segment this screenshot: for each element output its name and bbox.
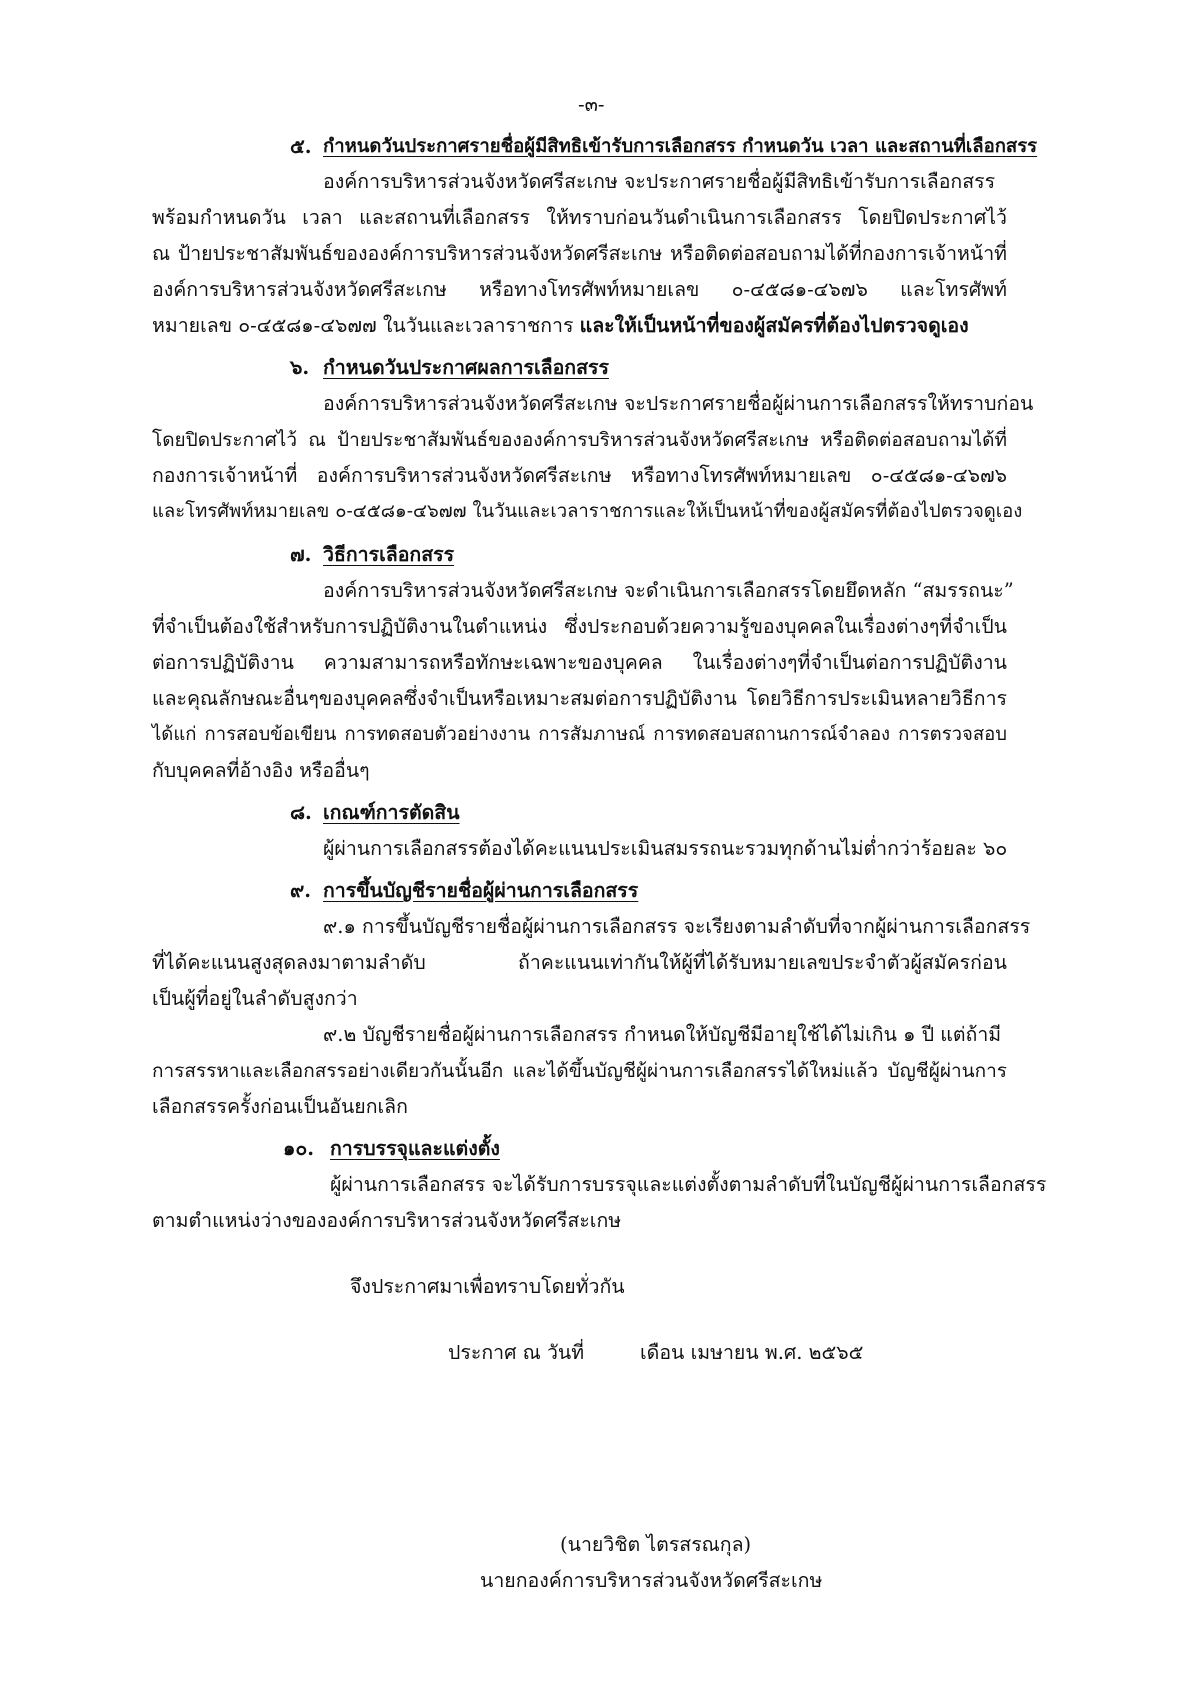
- section-5-line-5-text: หมายเลข ๐-๔๕๘๑-๔๖๗๗ ในวันและเวลาราชการ: [152, 314, 574, 337]
- section-7-heading: วิธีการเลือกสรร: [323, 543, 455, 566]
- section-7-line-1: องค์การบริหารส่วนจังหวัดศรีสะเกษ จะดำเนินการเลือกสรรโดยยึดหลัก “สมรรถนะ”: [323, 579, 1014, 602]
- section-9-line-3: เป็นผู้ที่อยู่ในลำดับสูงกว่า: [152, 987, 358, 1010]
- section-9-number: ๙.: [290, 879, 312, 902]
- section-8-number: ๘.: [290, 801, 312, 824]
- section-10-heading: การบรรจุและแต่งตั้ง: [330, 1137, 500, 1160]
- section-7-line-4: และคุณลักษณะอื่นๆของบุคคลซึ่งจำเป็นหรือเหมาะสมต่อการปฏิบัติงาน โดยวิธีการประเมินหลายวิธีการ: [152, 687, 1007, 710]
- section-9-line-6: เลือกสรรครั้งก่อนเป็นอันยกเลิก: [152, 1095, 408, 1118]
- section-5-line-1: องค์การบริหารส่วนจังหวัดศรีสะเกษ จะประกาศรายชื่อผู้มีสิทธิเข้ารับการเลือกสรร: [323, 170, 996, 193]
- section-5-number: ๕.: [290, 135, 312, 158]
- section-5-line-2: พร้อมกำหนดวัน เวลา และสถานที่เลือกสรร ให้ทราบก่อนวันดำเนินการเลือกสรร โดยปิดประกาศไว้: [152, 206, 1007, 229]
- signer-title: นายกองค์การบริหารส่วนจังหวัดศรีสะเกษ: [480, 1569, 823, 1592]
- section-7-line-6: กับบุคคลที่อ้างอิง หรืออื่นๆ: [152, 759, 370, 782]
- section-7-line-3: ต่อการปฏิบัติงาน ความสามารถหรือทักษะเฉพาะของบุคคล ในเรื่องต่างๆที่จำเป็นต่อการปฏิบัติงาน: [152, 651, 1007, 674]
- section-8-heading: เกณฑ์การตัดสิน: [323, 801, 460, 824]
- section-7-line-2: ที่จำเป็นต้องใช้สำหรับการปฏิบัติงานในตำแหน่ง ซึ่งประกอบด้วยความรู้ของบุคคลในเรื่องต่างๆที่จำเป็น: [152, 615, 1007, 638]
- section-5-line-3: ณ ป้ายประชาสัมพันธ์ขององค์การบริหารส่วนจังหวัดศรีสะเกษ หรือติดต่อสอบถามได้ที่กองการเจ้าหน้าที่: [152, 242, 1007, 265]
- closing-announcement: จึงประกาศมาเพื่อทราบโดยทั่วกัน: [350, 1275, 625, 1298]
- section-10-number: ๑๐.: [283, 1137, 315, 1160]
- announce-date-prefix: ประกาศ ณ วันที่: [448, 1341, 585, 1364]
- signer-name: (นายวิชิต ไตรสรณกุล): [560, 1533, 752, 1556]
- section-9-heading: การขึ้นบัญชีรายชื่อผู้ผ่านการเลือกสรร: [323, 879, 639, 902]
- announce-date-month-year: เดือน เมษายน พ.ศ. ๒๕๖๕: [640, 1341, 864, 1364]
- section-6-line-4: และโทรศัพท์หมายเลข ๐-๔๕๘๑-๔๖๗๗ ในวันและเวลาราชการและให้เป็นหน้าที่ของผู้สมัครที่ต้องไปตรวจดูเอง: [152, 501, 1023, 522]
- section-5-line-4: องค์การบริหารส่วนจังหวัดศรีสะเกษ หรือทางโทรศัพท์หมายเลข ๐-๔๕๘๑-๔๖๗๖ และโทรศัพท์: [152, 278, 1007, 301]
- section-5-bold-note: และให้เป็นหน้าที่ของผู้สมัครที่ต้องไปตรวจดูเอง: [579, 314, 969, 337]
- page-number: -๓-: [578, 93, 605, 116]
- section-9-line-1: ๙.๑ การขึ้นบัญชีรายชื่อผู้ผ่านการเลือกสรร จะเรียงตามลำดับที่จากผู้ผ่านการเลือกสรร: [323, 915, 1031, 938]
- section-9-line-5: การสรรหาและเลือกสรรอย่างเดียวกันนั้นอีก และได้ขึ้นบัญชีผู้ผ่านการเลือกสรรได้ใหม่แล้ว บัญชีผู้ผ่านการ: [152, 1060, 1007, 1082]
- section-6-number: ๖.: [290, 356, 310, 379]
- section-9-line-2: ที่ได้คะแนนสูงสุดลงมาตามลำดับ ถ้าคะแนนเท่ากันให้ผู้ที่ได้รับหมายเลขประจำตัวผู้สมัครก่อน: [152, 951, 1007, 974]
- section-8-line-1: ผู้ผ่านการเลือกสรรต้องได้คะแนนประเมินสมรรถนะรวมทุกด้านไม่ต่ำกว่าร้อยละ ๖๐: [323, 837, 1008, 860]
- section-10-line-2: ตามตำแหน่งว่างขององค์การบริหารส่วนจังหวัดศรีสะเกษ: [152, 1209, 622, 1232]
- section-5-heading: กำหนดวันประกาศรายชื่อผู้มีสิทธิเข้ารับการเลือกสรร กำหนดวัน เวลา และสถานที่เลือกสรร: [323, 136, 1038, 157]
- section-7-number: ๗.: [290, 543, 312, 566]
- section-7-line-5: ได้แก่ การสอบข้อเขียน การทดสอบตัวอย่างงาน การสัมภาษณ์ การทดสอบสถานการณ์จำลอง การตรวจสอบ: [152, 724, 1007, 745]
- section-5-line-5: [152, 311, 969, 341]
- section-6-line-2: โดยปิดประกาศไว้ ณ ป้ายประชาสัมพันธ์ขององค์การบริหารส่วนจังหวัดศรีสะเกษ หรือติดต่อสอบถามได้ที่: [152, 429, 1007, 451]
- section-6-line-1: องค์การบริหารส่วนจังหวัดศรีสะเกษ จะประกาศรายชื่อผู้ผ่านการเลือกสรรให้ทราบก่อน: [323, 392, 1034, 415]
- section-6-heading: กำหนดวันประกาศผลการเลือกสรร: [323, 356, 609, 379]
- section-10-line-1: ผู้ผ่านการเลือกสรร จะได้รับการบรรจุและแต่งตั้งตามลำดับที่ในบัญชีผู้ผ่านการเลือกสรร: [330, 1173, 1047, 1196]
- section-9-line-4: ๙.๒ บัญชีรายชื่อผู้ผ่านการเลือกสรร กำหนดให้บัญชีมีอายุใช้ได้ไม่เกิน ๑ ปี แต่ถ้ามี: [323, 1023, 1002, 1046]
- section-6-line-3: กองการเจ้าหน้าที่ องค์การบริหารส่วนจังหวัดศรีสะเกษ หรือทางโทรศัพท์หมายเลข ๐-๔๕๘๑-๔๖๗๖: [152, 464, 1007, 487]
